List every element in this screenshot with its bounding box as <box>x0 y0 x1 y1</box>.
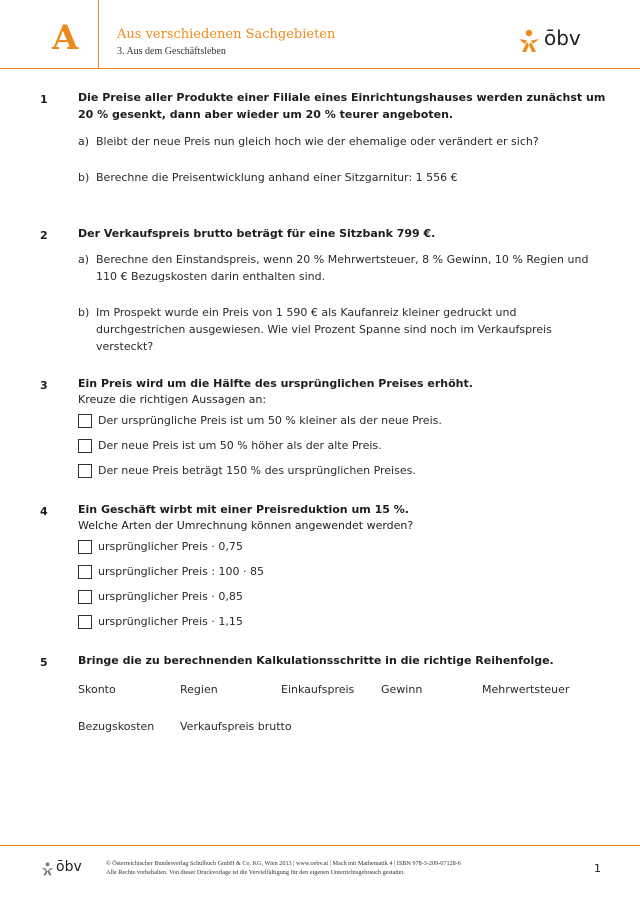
chapter-letter: A <box>52 18 79 58</box>
task-number: 2 <box>40 229 48 242</box>
calculation-term: Regien <box>180 683 218 696</box>
calculation-term: Verkaufspreis brutto <box>180 720 292 733</box>
subtask <box>78 133 598 150</box>
checkbox[interactable] <box>78 615 92 629</box>
header-divider <box>0 68 640 69</box>
copyright-line: © Österreichischer Bundesverlag Schulbuch GmbH & Co. KG, Wien 2013 | www.oebv.at | Mach mit Mathematik 4 | ISBN 978-3-209-07128-6 <box>106 860 461 867</box>
chapter-marker <box>22 0 98 72</box>
checkbox[interactable] <box>78 565 92 579</box>
page-number: 1 <box>594 862 601 875</box>
subtask-label: a) <box>78 253 90 266</box>
task-number: 1 <box>40 93 48 106</box>
subtask-label: b) <box>78 306 90 319</box>
calculation-term: Einkaufspreis <box>281 683 355 696</box>
subtask-text: Bleibt der neue Preis nun gleich hoch wie der ehemalige oder verändert er sich? <box>96 135 539 148</box>
calculation-term: Gewinn <box>381 683 423 696</box>
task-question: Die Preise aller Produkte einer Filiale eines Einrichtungshauses werden zunächst um 20 % gesenkt, dann aber wieder um 20 % teurer angeboten. <box>78 91 606 121</box>
footer-logo <box>40 860 100 880</box>
task-instruction: Welche Arten der Umrechnung können angewendet werden? <box>78 519 414 532</box>
calculation-term: Mehrwertsteuer <box>482 683 570 696</box>
task-question: Ein Preis wird um die Hälfte des ursprünglichen Preises erhöht. <box>78 377 473 390</box>
subtask-label: b) <box>78 171 90 184</box>
checkbox[interactable] <box>78 414 92 428</box>
subtask <box>78 169 598 186</box>
option-text: ursprünglicher Preis : 100 · 85 <box>98 565 265 578</box>
asterisk-logo-icon <box>516 28 542 54</box>
task-question: Ein Geschäft wirbt mit einer Preisreduktion um 15 %. <box>78 503 409 516</box>
task-number: 5 <box>40 656 48 669</box>
subtask-label: a) <box>78 135 90 148</box>
subtask <box>78 304 598 355</box>
footer-logo-text: ōbv <box>56 859 82 875</box>
checkbox[interactable] <box>78 590 92 604</box>
footer-divider <box>0 845 640 846</box>
task-number: 3 <box>40 379 48 392</box>
task-question: Der Verkaufspreis brutto beträgt für eine Sitzbank 799 €. <box>78 227 436 240</box>
option-text: Der neue Preis beträgt 150 % des ursprünglichen Preises. <box>98 464 416 477</box>
header-divider-vertical <box>98 0 99 68</box>
publisher-logo-text: ōbv <box>544 26 581 50</box>
subtask-text: Berechne die Preisentwicklung anhand einer Sitzgarnitur: 1 556 € <box>96 171 458 184</box>
page-header <box>0 0 640 72</box>
option-text: ursprünglicher Preis · 0,75 <box>98 540 243 553</box>
copyright-notice <box>106 859 546 877</box>
option-text: Der ursprüngliche Preis ist um 50 % kleiner als der neue Preis. <box>98 414 442 427</box>
subtask-text: Im Prospekt wurde ein Preis von 1 590 € als Kaufanreiz kleiner gedruckt und durchgestrichen ausgewiesen. Wie viel Prozent Spanne sind noch im Verkaufspreis versteckt? <box>96 306 552 353</box>
asterisk-logo-icon <box>40 861 55 877</box>
task-number: 4 <box>40 505 48 518</box>
rights-line: Alle Rechte vorbehalten. Von dieser Druckvorlage ist die Vervielfältigung für den eigenen Unterrichtsgebrauch gestattet. <box>106 869 405 876</box>
option-text: Der neue Preis ist um 50 % höher als der alte Preis. <box>98 439 382 452</box>
subtask-text: Berechne den Einstandspreis, wenn 20 % Mehrwertsteuer, 8 % Gewinn, 10 % Regien und 110 € Bezugskosten darin enthalten sind. <box>96 253 589 283</box>
checkbox[interactable] <box>78 464 92 478</box>
calculation-term: Skonto <box>78 683 116 696</box>
checkbox[interactable] <box>78 439 92 453</box>
subtask <box>78 251 598 285</box>
checkbox[interactable] <box>78 540 92 554</box>
option-text: ursprünglicher Preis · 0,85 <box>98 590 243 603</box>
option-text: ursprünglicher Preis · 1,15 <box>98 615 243 628</box>
chapter-subtitle: 3. Aus dem Geschäftsleben <box>117 46 226 57</box>
chapter-title: Aus verschiedenen Sachgebieten <box>117 27 336 42</box>
task-question: Bringe die zu berechnenden Kalkulationsschritte in die richtige Reihenfolge. <box>78 654 554 667</box>
calculation-term: Bezugskosten <box>78 720 155 733</box>
publisher-logo <box>516 28 596 56</box>
task-instruction: Kreuze die richtigen Aussagen an: <box>78 393 267 406</box>
